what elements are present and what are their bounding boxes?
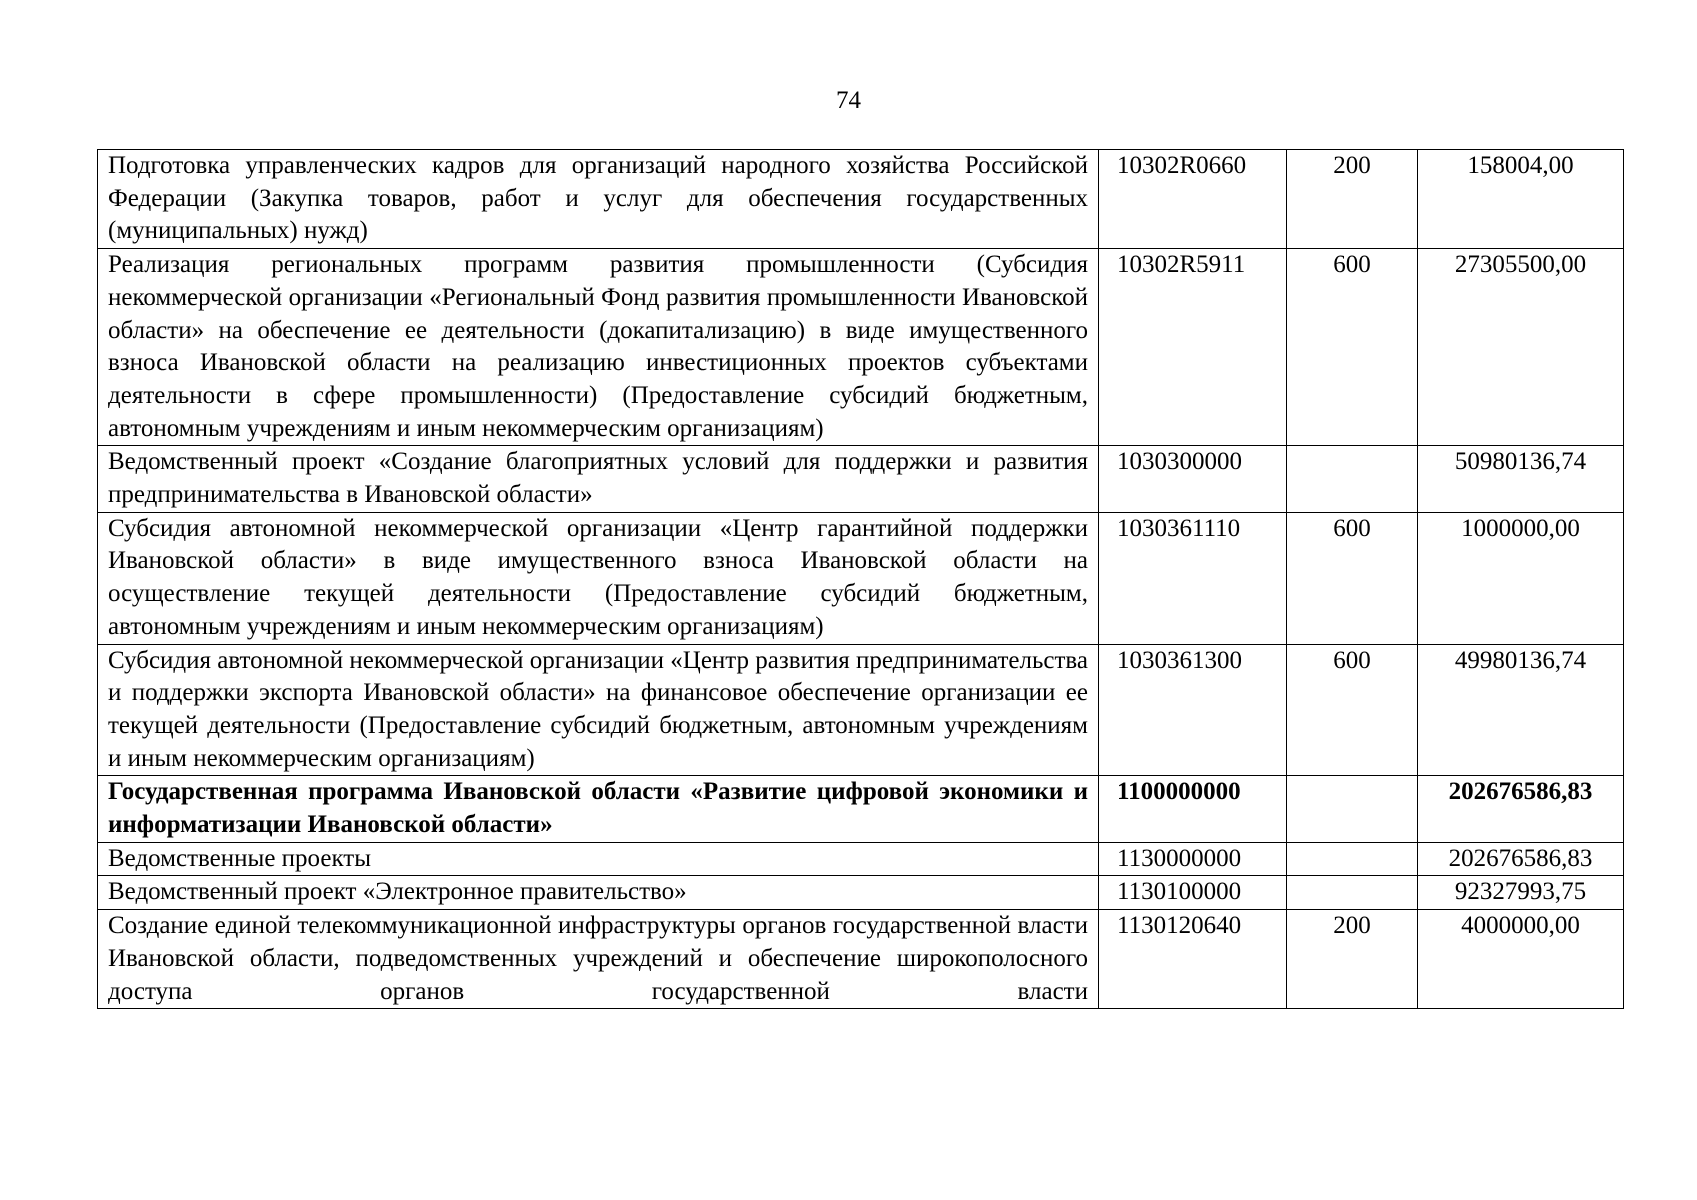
row-code: 1130000000 [1099,842,1287,876]
table-row [98,150,1624,249]
row-amount: 202676586,83 [1418,842,1624,876]
row-amount: 1000000,00 [1418,512,1624,644]
row-type: 200 [1287,150,1418,249]
budget-table [97,149,1624,1009]
row-amount: 50980136,74 [1418,446,1624,512]
row-type: 600 [1287,249,1418,446]
row-name: Создание единой телекоммуникационной инфраструктуры органов государственной власти Ивановской области, подведомственных учреждений и обеспечение широкополосного доступа органов государственной власти [98,910,1099,1009]
row-type: 200 [1287,910,1418,1009]
row-code: 1130120640 [1099,910,1287,1009]
row-amount: 4000000,00 [1418,910,1624,1009]
table-row [98,249,1624,446]
row-type [1287,842,1418,876]
row-amount: 202676586,83 [1418,776,1624,842]
row-type [1287,776,1418,842]
row-code: 1130100000 [1099,876,1287,910]
table-row-program [98,776,1624,842]
row-name: Государственная программа Ивановской области «Развитие цифровой экономики и информатизации Ивановской области» [98,776,1099,842]
table-row [98,644,1624,776]
table-row [98,910,1624,1009]
row-type: 600 [1287,644,1418,776]
row-name: Ведомственный проект «Электронное правительство» [98,876,1099,910]
row-name: Субсидия автономной некоммерческой организации «Центр развития предпринимательства и поддержки экспорта Ивановской области» на финансовое обеспечение организации ее текущей деятельности (Предоставление субсидий бюджетным, автономным учреждениям и иным некоммерческим организациям) [98,644,1099,776]
table-row [98,512,1624,644]
row-type: 600 [1287,512,1418,644]
row-name: Подготовка управленческих кадров для организаций народного хозяйства Российской Федерации (Закупка товаров, работ и услуг для обеспечения государственных (муниципальных) нужд) [98,150,1099,249]
row-name: Ведомственные проекты [98,842,1099,876]
row-amount: 27305500,00 [1418,249,1624,446]
table-row [98,842,1624,876]
row-type [1287,446,1418,512]
row-code: 1030300000 [1099,446,1287,512]
row-code: 1030361300 [1099,644,1287,776]
row-code: 1100000000 [1099,776,1287,842]
row-amount: 158004,00 [1418,150,1624,249]
row-code: 10302R0660 [1099,150,1287,249]
table-row [98,446,1624,512]
row-type [1287,876,1418,910]
table-row [98,876,1624,910]
row-amount: 92327993,75 [1418,876,1624,910]
row-code: 10302R5911 [1099,249,1287,446]
row-name: Реализация региональных программ развития промышленности (Субсидия некоммерческой организации «Региональный Фонд развития промышленности Ивановской области» на обеспечение ее деятельности (докапитализацию) в виде имущественного взноса Ивановской области на реализацию инвестиционных проектов субъектами деятельности в сфере промышленности) (Предоставление субсидий бюджетным, автономным учреждениям и иным некоммерческим организациям) [98,249,1099,446]
row-code: 1030361110 [1099,512,1287,644]
page-number: 74 [836,87,861,114]
row-amount: 49980136,74 [1418,644,1624,776]
row-name: Ведомственный проект «Создание благоприятных условий для поддержки и развития предпринимательства в Ивановской области» [98,446,1099,512]
row-name: Субсидия автономной некоммерческой организации «Центр гарантийной поддержки Ивановской области» в виде имущественного взноса Ивановской области на осуществление текущей деятельности (Предоставление субсидий бюджетным, автономным учреждениям и иным некоммерческим организациям) [98,512,1099,644]
